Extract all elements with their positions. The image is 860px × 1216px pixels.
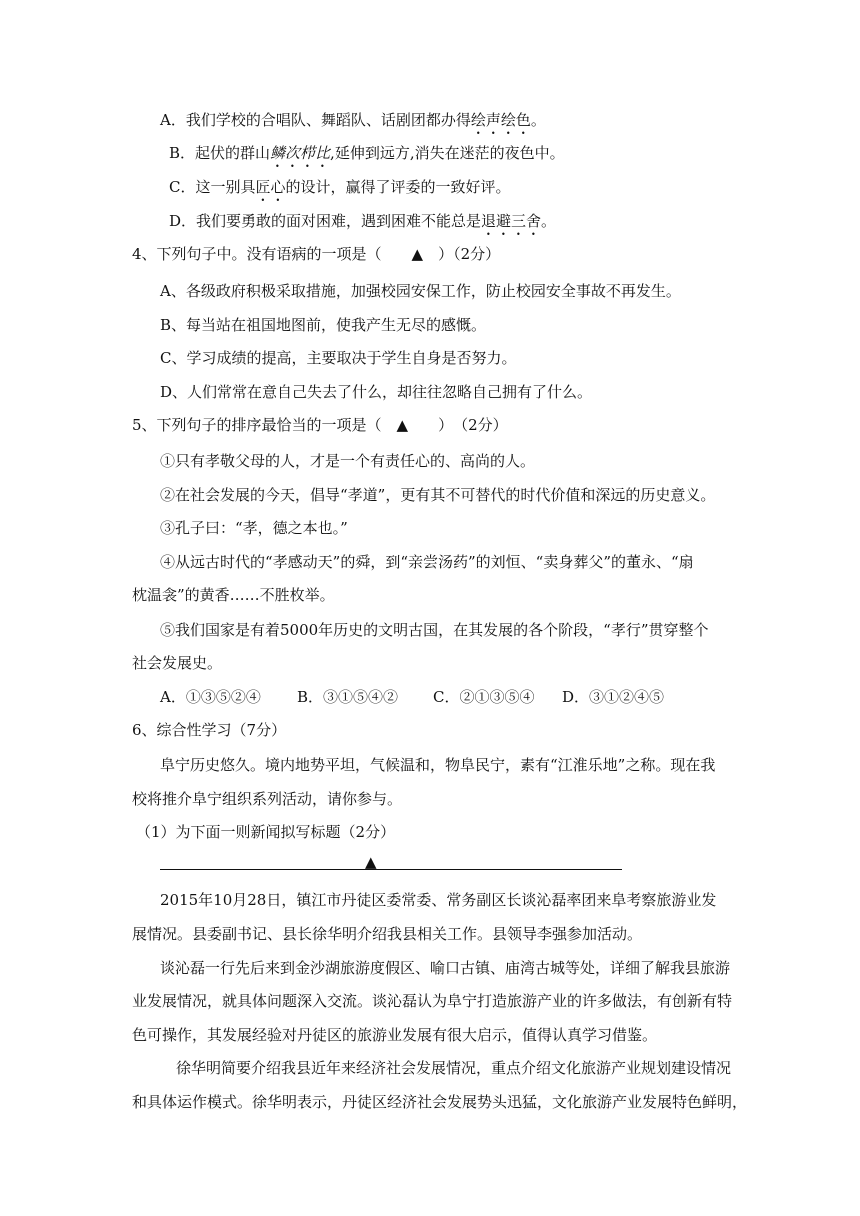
news-paragraph-1: 2015年10月28日，镇江市丹徒区委常委、常务副区长谈沁磊率团来阜考察旅游业发 [160,891,717,909]
q5-option-c: C．②①③⑤④ [433,688,535,706]
news-paragraph-3-cont: 和具体运作模式。徐华明表示，丹徒区经济社会发展势头迅猛，文化旅游产业发展特色鲜明， [132,1093,748,1111]
q5-sentence-5: ⑤我们国家是有着5000年历史的文明古国，在其发展的各个阶段，“孝行”贯穿整个 [160,621,709,639]
q4-option-c: C、学习成绩的提高，主要取决于学生自身是否努力。 [160,349,517,367]
q4-option-d: D、人们常常在意自己失去了什么，却往往忽略自己拥有了什么。 [160,383,593,401]
q6-subquestion-1: （1）为下面一则新闻拟写标题（2分） [136,823,396,841]
answer-blank-line [160,869,622,870]
q3-option-d: D．我们要勇敢的面对困难，遇到困难不能总是退避三舍。 [169,212,557,230]
q5-sentence-2: ②在社会发展的今天，倡导“孝道”，更有其不可替代的时代价值和深远的历史意义。 [160,486,716,504]
q5-title: 5、下列句子的排序最恰当的一项是（ ▲ ） （2分） [132,416,508,434]
q5-sentence-4-cont: 枕温衾”的黄香……不胜枚举。 [132,586,335,604]
emphasized-idiom: 绘声绘色 [470,111,531,129]
news-paragraph-3: 徐华明简要介绍我县近年来经济社会发展情况，重点介绍文化旅游产业规划建设情况 [176,1059,732,1077]
q3-option-c: C．这一别具匠心的设计，赢得了评委的一致好评。 [169,178,511,196]
q5-sentence-3: ③孔子曰：“孝，德之本也。” [160,519,348,537]
q5-option-d: D．③①②④⑤ [562,688,665,706]
emphasized-idiom: 鳞次栉比 [270,144,331,162]
q5-sentence-5-cont: 社会发展史。 [132,654,223,672]
answer-mark: ▲ [365,853,377,871]
news-paragraph-2: 谈沁磊一行先后来到金沙湖旅游度假区、喻口古镇、庙湾古城等处，详细了解我县旅游 [160,959,731,977]
q4-title: 4、下列句子中。没有语病的一项是（ ▲ ）（2分） [132,245,501,263]
news-paragraph-2-cont: 色可操作，其发展经验对丹徒区的旅游业发展有很大启示，值得认真学习借鉴。 [132,1026,658,1044]
q5-option-b: B．③①⑤④② [297,688,399,706]
q3-option-b: B．起伏的群山鳞次栉比,延伸到远方,消失在迷茫的夜色中。 [169,144,565,162]
news-paragraph-2-cont: 业发展情况，就具体问题深入交流。谈沁磊认为阜宁打造旅游产业的许多做法，有创新有特 [132,992,733,1010]
q4-option-a: A、各级政府积极采取措施，加强校园安保工作，防止校园安全事故不再发生。 [160,282,681,300]
q5-option-a: A．①③⑤②④ [160,688,261,706]
q5-sentence-1: ①只有孝敬父母的人，才是一个有责任心的、高尚的人。 [160,452,536,470]
q6-intro-cont: 校将推介阜宁组织系列活动，请你参与。 [132,790,403,808]
q3-option-a: A．我们学校的合唱队、舞蹈队、话剧团都办得绘声绘色。 [160,111,546,129]
news-paragraph-1-cont: 展情况。县委副书记、县长徐华明介绍我县相关工作。县领导李强参加活动。 [132,925,643,943]
q4-option-b: B、每当站在祖国地图前，使我产生无尽的感慨。 [160,316,487,334]
emphasized-idiom: 退避三舍 [481,212,542,230]
q6-title: 6、综合性学习（7分） [132,721,287,739]
emphasized-idiom: 匠心 [255,178,286,196]
q6-intro: 阜宁历史悠久。境内地势平坦，气候温和，物阜民宁，素有“江淮乐地”之称。现在我 [160,756,716,774]
q5-sentence-4: ④从远古时代的“孝感动天”的舜，到“亲尝汤药”的刘恒、“卖身葬父”的董永、“扇 [160,553,694,571]
